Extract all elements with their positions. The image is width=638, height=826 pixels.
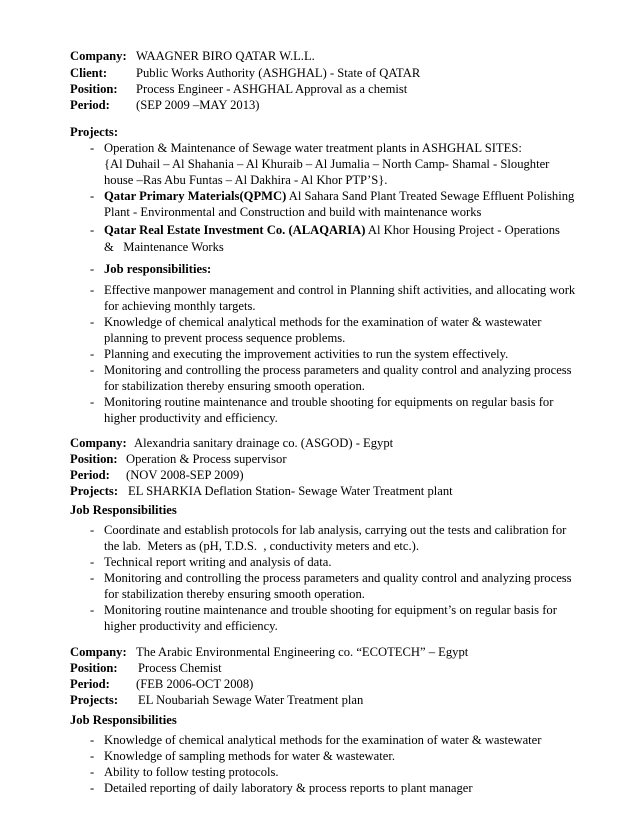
project-line: & Maintenance Works xyxy=(104,240,224,254)
position-label: Position: xyxy=(70,82,118,96)
list-dash: - xyxy=(90,603,95,617)
responsibility-line: for achieving monthly targets. xyxy=(104,299,256,313)
list-dash: - xyxy=(90,523,95,537)
company-label: Company: xyxy=(70,49,127,63)
list-dash: - xyxy=(90,555,95,569)
list-dash: - xyxy=(90,571,95,585)
list-dash: - xyxy=(90,262,95,276)
company-name: The Arabic Environmental Engineering co. “ECOTECH” – Egypt xyxy=(136,645,469,659)
responsibility-line: Planning and executing the improvement activities to run the system effectively. xyxy=(104,347,509,361)
project-company: Qatar Primary Materials(QPMC) xyxy=(104,189,287,203)
company-label: Company: xyxy=(70,436,127,450)
client-label: Client: xyxy=(70,66,108,80)
period-value: (NOV 2008-SEP 2009) xyxy=(126,468,244,482)
position-value: Operation & Process supervisor xyxy=(126,452,287,466)
responsibility-line: Monitoring routine maintenance and trouble shooting for equipments on regular basis for xyxy=(104,395,554,409)
responsibility-line: higher productivity and efficiency. xyxy=(104,619,278,633)
list-dash: - xyxy=(90,315,95,329)
responsibility-line: Monitoring and controlling the process parameters and quality control and analyzing process xyxy=(104,363,572,377)
job-responsibilities-heading: Job responsibilities: xyxy=(104,262,212,276)
list-dash: - xyxy=(90,141,95,155)
project-company: Qatar Real Estate Investment Co. (ALAQARIA) xyxy=(104,223,366,237)
period-label: Period: xyxy=(70,677,110,691)
responsibility-line: the lab. Meters as (pH, T.D.S. , conductivity meters and etc.). xyxy=(104,539,419,553)
project-line: Plant - Environmental and Construction and build with maintenance works xyxy=(104,205,482,219)
responsibility-line: Technical report writing and analysis of data. xyxy=(104,555,332,569)
list-dash: - xyxy=(90,781,95,795)
project-desc: Al Sahara Sand Plant Treated Sewage Effluent Polishing xyxy=(286,189,575,203)
position-label: Position: xyxy=(70,452,118,466)
responsibility-line: Monitoring routine maintenance and trouble shooting for equipment’s on regular basis for xyxy=(104,603,557,617)
project-line: Operation & Maintenance of Sewage water treatment plants in ASHGHAL SITES: xyxy=(104,141,522,155)
position-value: Process Engineer - ASHGHAL Approval as a chemist xyxy=(136,82,408,96)
list-dash: - xyxy=(90,749,95,763)
list-dash: - xyxy=(90,395,95,409)
responsibility-line: Ability to follow testing protocols. xyxy=(104,765,279,779)
company-label: Company: xyxy=(70,645,127,659)
job-responsibilities-heading: Job Responsibilities xyxy=(70,713,177,727)
company-name: WAAGNER BIRO QATAR W.L.L. xyxy=(136,49,315,63)
list-dash: - xyxy=(90,733,95,747)
responsibility-line: higher productivity and efficiency. xyxy=(104,411,278,425)
responsibility-line: for stabilization thereby ensuring smooth operation. xyxy=(104,587,365,601)
responsibility-line: Knowledge of chemical analytical methods for the examination of water & wastewater xyxy=(104,733,542,747)
projects-value: EL Noubariah Sewage Water Treatment plan xyxy=(138,693,364,707)
responsibility-line: planning to prevent process sequence problems. xyxy=(104,331,346,345)
client-name: Public Works Authority (ASHGHAL) - State of QATAR xyxy=(136,66,421,80)
responsibility-line: Coordinate and establish protocols for lab analysis, carrying out the tests and calibration for xyxy=(104,523,567,537)
period-value: (FEB 2006-OCT 2008) xyxy=(136,677,254,691)
project-line xyxy=(104,223,560,238)
project-line: house –Ras Abu Funtas – Al Dakhira - Al Khor PTP’S}. xyxy=(104,173,388,187)
list-dash: - xyxy=(90,283,95,297)
list-dash: - xyxy=(90,189,95,203)
period-value: (SEP 2009 –MAY 2013) xyxy=(136,98,260,112)
projects-value: EL SHARKIA Deflation Station- Sewage Water Treatment plant xyxy=(128,484,453,498)
list-dash: - xyxy=(90,223,95,237)
company-name: Alexandria sanitary drainage co. (ASGOD) - Egypt xyxy=(134,436,394,450)
list-dash: - xyxy=(90,765,95,779)
projects-label: Projects: xyxy=(70,693,119,707)
projects-label: Projects: xyxy=(70,484,119,498)
project-desc: Al Khor Housing Project - Operations xyxy=(365,223,560,237)
responsibility-line: Effective manpower management and control in Planning shift activities, and allocating work xyxy=(104,283,576,297)
responsibility-line: Monitoring and controlling the process parameters and quality control and analyzing process xyxy=(104,571,572,585)
project-line xyxy=(104,189,574,204)
list-dash: - xyxy=(90,347,95,361)
position-value: Process Chemist xyxy=(138,661,222,675)
project-line: {Al Duhail – Al Shahania – Al Khuraib – Al Jumalia – North Camp- Shamal - Sloughter xyxy=(104,157,550,171)
projects-label: Projects: xyxy=(70,125,119,139)
period-label: Period: xyxy=(70,98,110,112)
responsibility-line: Knowledge of chemical analytical methods for the examination of water & wastewater xyxy=(104,315,542,329)
responsibility-line: for stabilization thereby ensuring smooth operation. xyxy=(104,379,365,393)
period-label: Period: xyxy=(70,468,110,482)
job-responsibilities-heading: Job Responsibilities xyxy=(70,503,177,517)
responsibility-line: Knowledge of sampling methods for water & wastewater. xyxy=(104,749,395,763)
responsibility-line: Detailed reporting of daily laboratory & process reports to plant manager xyxy=(104,781,473,795)
position-label: Position: xyxy=(70,661,118,675)
list-dash: - xyxy=(90,363,95,377)
